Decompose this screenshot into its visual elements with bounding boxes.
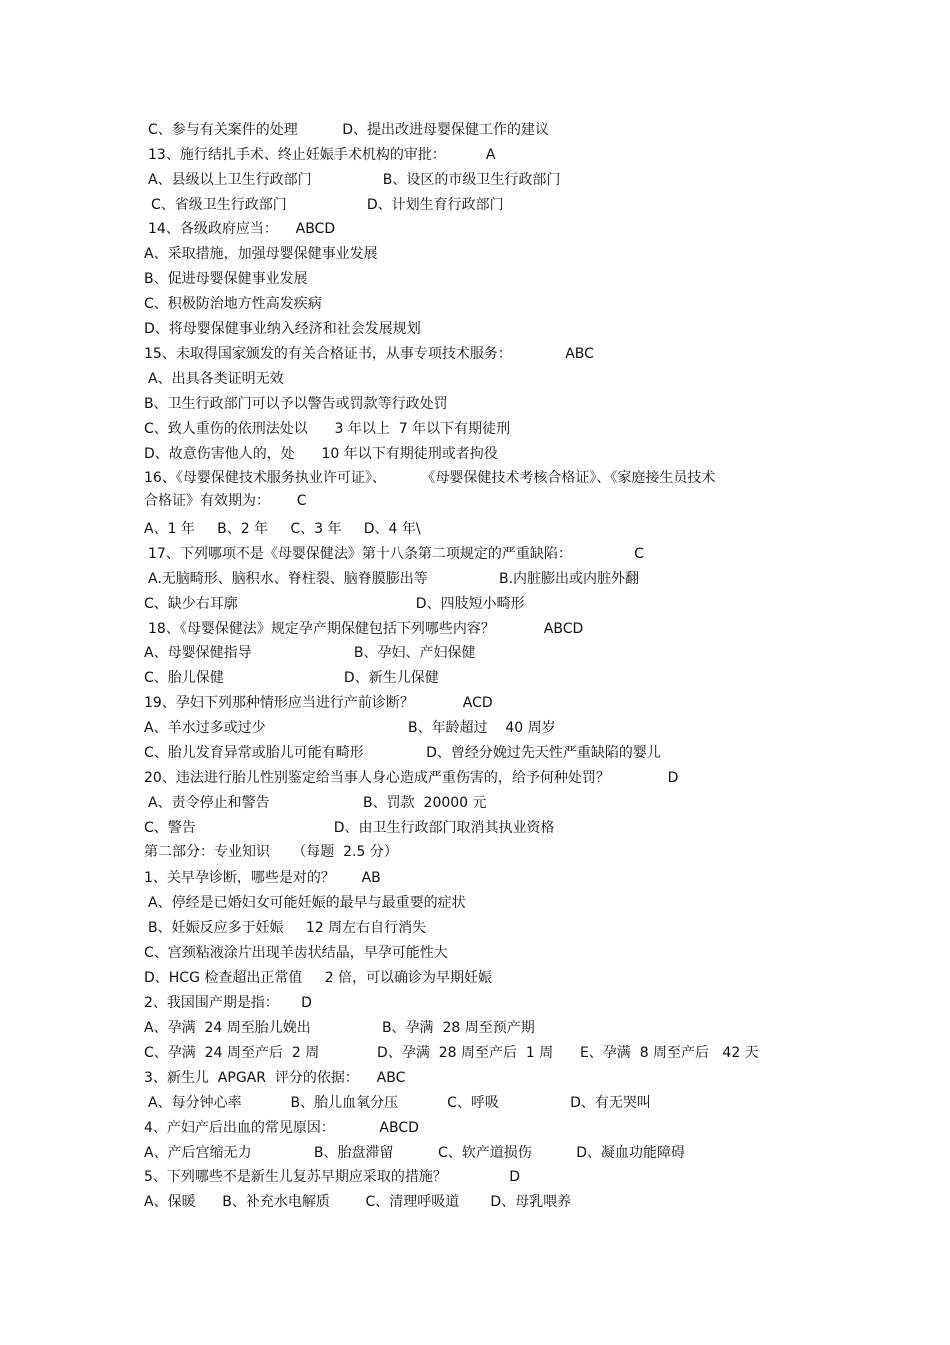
question-line: 17、下列哪项不是《母婴保健法》第十八条第二项规定的严重缺陷： C: [148, 546, 644, 562]
option-line: A、保暖 B、补充水电解质 C、清理呼吸道 D、母乳喂养: [144, 1194, 572, 1210]
question-line: 2、我国围产期是指： D: [144, 995, 312, 1011]
question-line: 4、产妇产后出血的常见原因： ABCD: [144, 1120, 419, 1136]
question-line: 合格证》有效期为： C: [144, 493, 307, 509]
option-line: A、孕满 24 周至胎儿娩出 B、孕满 28 周至预产期: [144, 1020, 535, 1036]
option-line: A、县级以上卫生行政部门 B、设区的市级卫生行政部门: [148, 172, 561, 188]
option-line: C、省级卫生行政部门 D、计划生育行政部门: [151, 197, 504, 213]
option-line: C、缺少右耳廓 D、四肢短小畸形: [144, 596, 525, 612]
question-line: 14、各级政府应当： ABCD: [148, 221, 336, 237]
option-line: B、促进母婴保健事业发展: [144, 271, 308, 287]
question-line: 16、《母婴保健技术服务执业许可证》、 《母婴保健技术考核合格证》、《家庭接生员技术: [144, 470, 716, 486]
option-line: C、积极防治地方性高发疾病: [144, 296, 322, 312]
option-line: A、产后宫缩无力 B、胎盘滞留 C、软产道损伤 D、凝血功能障碍: [144, 1145, 686, 1161]
question-line: 5、下列哪些不是新生儿复苏早期应采取的措施？ D: [144, 1169, 520, 1185]
option-line: A、每分钟心率 B、胎儿血氧分压 C、呼吸 D、有无哭叫: [148, 1095, 651, 1111]
option-line: A、采取措施，加强母婴保健事业发展: [144, 246, 378, 262]
option-line: C、宫颈粘液涂片出现羊齿状结晶，早孕可能性大: [144, 945, 448, 961]
option-line: A、责令停止和警告 B、罚款 20000 元: [148, 795, 487, 811]
option-line: A、出具各类证明无效: [148, 371, 284, 387]
question-line: 15、未取得国家颁发的有关合格证书，从事专项技术服务： ABC: [144, 346, 594, 362]
option-line: B、妊娠反应多于妊娠 12 周左右自行消失: [148, 920, 427, 936]
option-line: C、警告 D、由卫生行政部门取消其执业资格: [144, 820, 555, 836]
question-line: 20、违法进行胎儿性别鉴定给当事人身心造成严重伤害的，给予何种处罚？ D: [144, 770, 679, 786]
option-line: D、将母婴保健事业纳入经济和社会发展规划: [144, 321, 421, 337]
section-heading: 第二部分：专业知识 （每题 2.5 分）: [144, 844, 398, 860]
option-line: A、羊水过多或过少 B、年龄超过 40 周岁: [144, 720, 556, 736]
question-line: 3、新生儿 APGAR 评分的依据： ABC: [144, 1070, 406, 1086]
option-line: A、停经是已婚妇女可能妊娠的最早与最重要的症状: [148, 895, 466, 911]
option-line: D、故意伤害他人的，处 10 年以下有期徒刑或者拘役: [144, 446, 498, 462]
option-line: A.无脑畸形、脑积水、脊柱裂、脑脊膜膨出等 B.内脏膨出或内脏外翻: [148, 571, 640, 587]
option-line: D、HCG 检查超出正常值 2 倍，可以确诊为早期妊娠: [144, 970, 492, 986]
question-line: 19、孕妇下列那种情形应当进行产前诊断？ ACD: [144, 695, 493, 711]
question-line: 1、关早孕诊断，哪些是对的？ AB: [144, 870, 381, 886]
option-line: B、卫生行政部门可以予以警告或罚款等行政处罚: [144, 396, 448, 412]
text-line: C、参与有关案件的处理 D、提出改进母婴保健工作的建议: [148, 122, 550, 138]
option-line: A、母婴保健指导 B、孕妇、产妇保健: [144, 645, 476, 661]
option-line: C、致人重伤的依刑法处以 3 年以上 7 年以下有期徒刑: [144, 421, 511, 437]
option-line: C、胎儿发育异常或胎儿可能有畸形 D、曾经分娩过先天性严重缺陷的婴儿: [144, 745, 661, 761]
question-line: 13、施行结扎手术、终止妊娠手术机构的审批： A: [148, 147, 496, 163]
question-line: 18、《母婴保健法》规定孕产期保健包括下列哪些内容？ ABCD: [148, 621, 584, 637]
option-line: C、孕满 24 周至产后 2 周 D、孕满 28 周至产后 1 周 E、孕满 8 周至产后 42 天: [144, 1045, 759, 1061]
option-line: A、1 年 B、2 年 C、3 年 D、4 年\: [144, 521, 421, 537]
option-line: C、胎儿保健 D、新生儿保健: [144, 670, 439, 686]
